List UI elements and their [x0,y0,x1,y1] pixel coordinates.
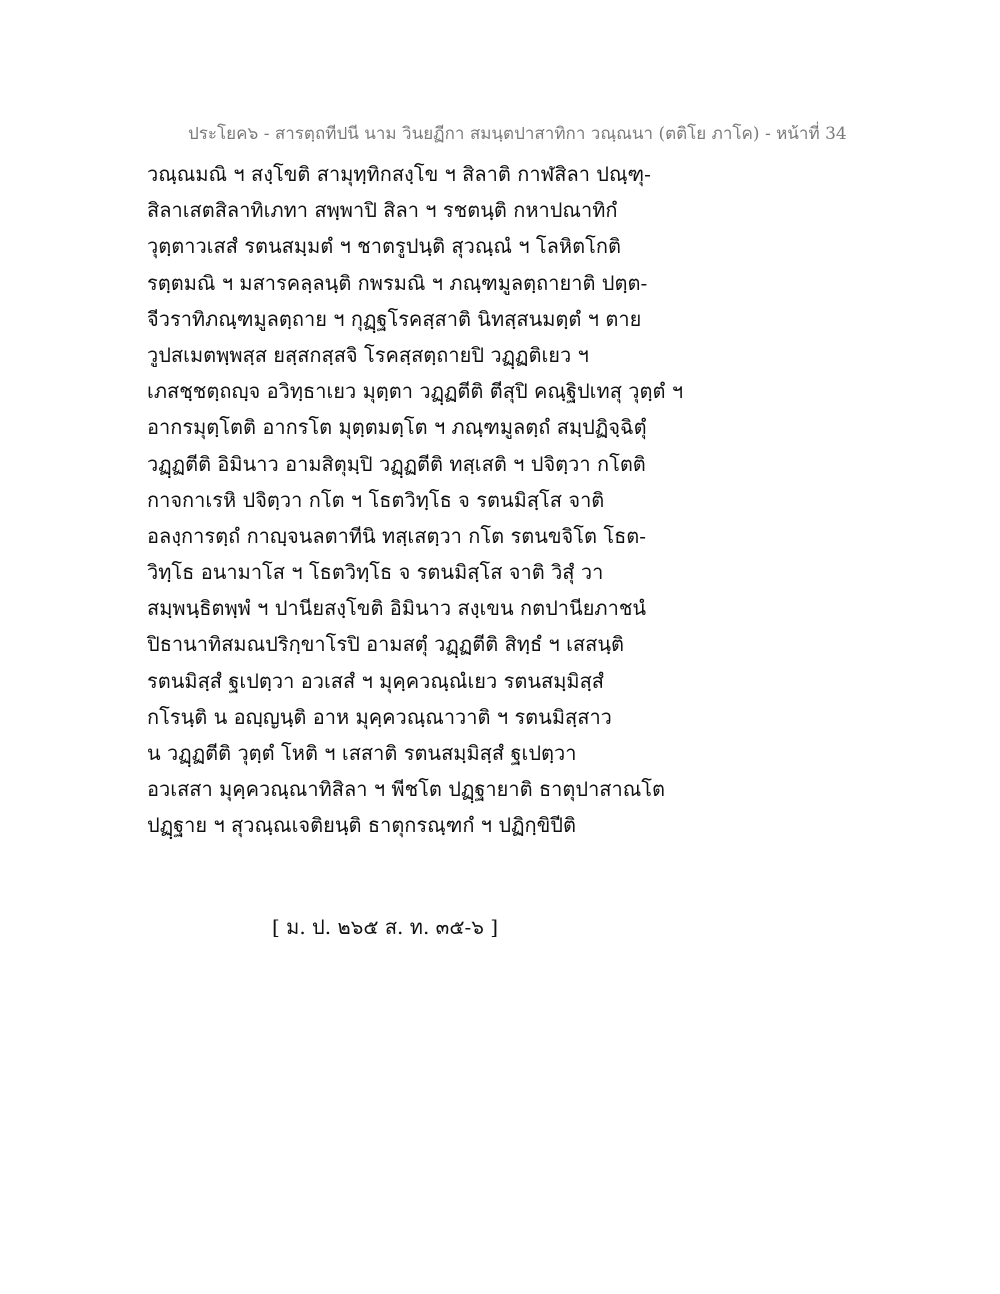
text-line: รตฺตมณิ ฯ มสารคลฺลนฺติ กพรมณิ ฯ ภณฺฑมูลตฺถายาติ ปตฺต- [147,270,648,295]
text-line: น วฏฺฏตีติ วุตฺตํ โหติ ฯ เสสาติ รตนสมฺมิสฺสํ ฐเปตฺวา [147,741,577,765]
reference-citation: [ ม. ป. ๒๖๕ ส. ท. ๓๕-๖ ] [272,915,499,939]
text-line: กโรนฺติ น อญฺญนฺติ อาห มุคฺควณฺณาวาติ ฯ รตนมิสฺสาว [147,704,612,729]
text-line: กาจกาเรหิ ปจิตฺวา กโต ฯ โธตวิทฺโธ จ รตนมิสฺโส จาติ [147,487,605,512]
text-line: เภสชฺชตฺถญฺจ อวิทฺธาเยว มุตฺตา วฏฺฏตีติ ตีสุปิ คณฺฐิปเทสุ วุตฺตํ ฯ [147,379,684,404]
text-line: รตนมิสฺสํ ฐเปตฺวา อวเสสํ ฯ มุคฺควณฺณํเยว รตนสมฺมิสฺสํ [147,668,604,693]
text-line: อลงฺการตฺถํ กาญฺจนลตาทีนิ ทสฺเสตฺวา กโต รตนขจิโต โธต- [147,523,647,548]
text-line: สิลาเสตสิลาทิเภทา สพฺพาปิ สิลา ฯ รชตนฺติ กหาปณาทิกํ [147,198,618,223]
text-line: สมฺพนฺธิตพฺพํ ฯ ปานียสงฺโขติ อิมินาว สงฺเขน กตปานียภาชนํ [147,596,647,621]
text-line: วุตฺตาวเสสํ รตนสมฺมตํ ฯ ชาตรูปนฺติ สุวณฺณํ ฯ โลหิตโกติ [147,234,621,259]
text-line: ปิธานาทิสมณปริกฺขาโรปิ อามสตุํ วฏฺฏตีติ สิทฺธํ ฯ เสสนฺติ [147,632,625,657]
text-line: จีวราทิภณฺฑมูลตฺถาย ฯ กุฏฺฐโรคสฺสาติ นิทสฺสนมตฺตํ ฯ ตาย [147,306,642,331]
text-line: วณฺณมณิ ฯ สงฺโขติ สามุทฺทิกสงฺโข ฯ สิลาติ กาฬสิลา ปณฺฑุ- [147,162,651,186]
body-text [147,156,867,844]
text-line: อวเสสา มุคฺควณฺณาทิสิลา ฯ พีชโต ปฏฺฐายาติ ธาตุปาสาณโต [147,777,666,802]
text-line: วฏฺฏตีติ อิมินาว อามสิตุมฺปิ วฏฺฏตีติ ทสฺเสติ ฯ ปจิตฺวา กโตติ [147,451,646,476]
text-line: ปฏฺฐาย ฯ สุวณฺณเจติยนฺติ ธาตุกรณฺฑกํ ฯ ปฏิกฺขิปีติ [147,813,576,838]
running-header: ประโยค๖ - สารตฺถทีปนี นาม วินยฏีกา สมนฺตปาสาทิกา วณฺณนา (ตติโย ภาโค) - หน้าที่ 34 [188,124,847,144]
text-line: อากรมุตฺโตติ อากรโต มุตฺตมตฺโต ฯ ภณฺฑมูลตฺถํ สมฺปฏิจฺฉิตุํ [147,415,647,440]
text-line: วิทฺโธ อนามาโส ฯ โธตวิทฺโธ จ รตนมิสฺโส จาติ วิสุํ วา [147,560,604,585]
text-line: วูปสเมตพฺพสฺส ยสฺสกสฺสจิ โรคสฺสตฺถายปิ วฏฺฏติเยว ฯ [147,342,589,367]
